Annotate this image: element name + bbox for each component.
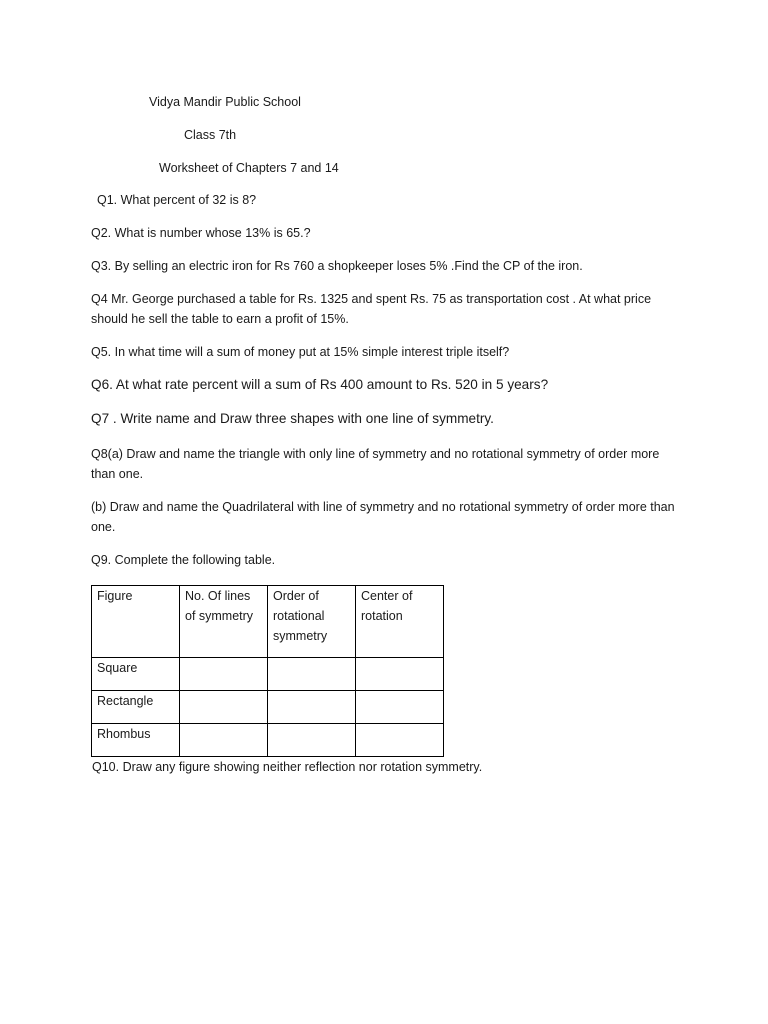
table-row xyxy=(92,724,444,757)
table-header-cell: Figure xyxy=(92,586,180,658)
table-row xyxy=(92,658,444,691)
question-6: Q6. At what rate percent will a sum of Rs 400 amount to Rs. 520 in 5 years? xyxy=(91,377,549,392)
question-2: Q2. What is number whose 13% is 65.? xyxy=(91,226,311,240)
question-10: Q10. Draw any figure showing neither reflection nor rotation symmetry. xyxy=(92,760,483,774)
question-8b: (b) Draw and name the Quadrilateral with line of symmetry and no rotational symmetry of order more than one. xyxy=(91,500,675,534)
table-cell-figure: Rectangle xyxy=(92,691,180,724)
table-cell xyxy=(268,658,356,691)
question-8a: Q8(a) Draw and name the triangle with only line of symmetry and no rotational symmetry of order more than one. xyxy=(91,447,660,481)
table-header-cell: Order of rotational symmetry xyxy=(268,586,356,658)
table-cell-figure: Square xyxy=(92,658,180,691)
table-cell xyxy=(180,724,268,757)
table-cell xyxy=(356,658,444,691)
table-cell xyxy=(268,724,356,757)
table-cell xyxy=(180,658,268,691)
table-cell xyxy=(356,691,444,724)
question-4: Q4 Mr. George purchased a table for Rs. 1325 and spent Rs. 75 as transportation cost . At what price should he sell the table to earn a profit of 15%. xyxy=(91,292,652,326)
table-row xyxy=(92,691,444,724)
table-cell xyxy=(356,724,444,757)
table-header-row xyxy=(92,586,444,658)
class-label: Class 7th xyxy=(184,128,237,142)
question-3: Q3. By selling an electric iron for Rs 760 a shopkeeper loses 5% .Find the CP of the iron. xyxy=(91,259,583,273)
table-header-cell: No. Of lines of symmetry xyxy=(180,586,268,658)
question-1: Q1. What percent of 32 is 8? xyxy=(97,193,257,207)
table-header-cell: Center of rotation xyxy=(356,586,444,658)
table-cell-figure: Rhombus xyxy=(92,724,180,757)
question-7: Q7 . Write name and Draw three shapes with one line of symmetry. xyxy=(91,411,494,426)
worksheet-title: Worksheet of Chapters 7 and 14 xyxy=(159,161,339,175)
table-cell xyxy=(268,691,356,724)
table-cell xyxy=(180,691,268,724)
school-name: Vidya Mandir Public School xyxy=(149,95,301,109)
question-9: Q9. Complete the following table. xyxy=(91,553,276,567)
symmetry-table xyxy=(91,585,444,757)
question-5: Q5. In what time will a sum of money put at 15% simple interest triple itself? xyxy=(91,345,510,359)
